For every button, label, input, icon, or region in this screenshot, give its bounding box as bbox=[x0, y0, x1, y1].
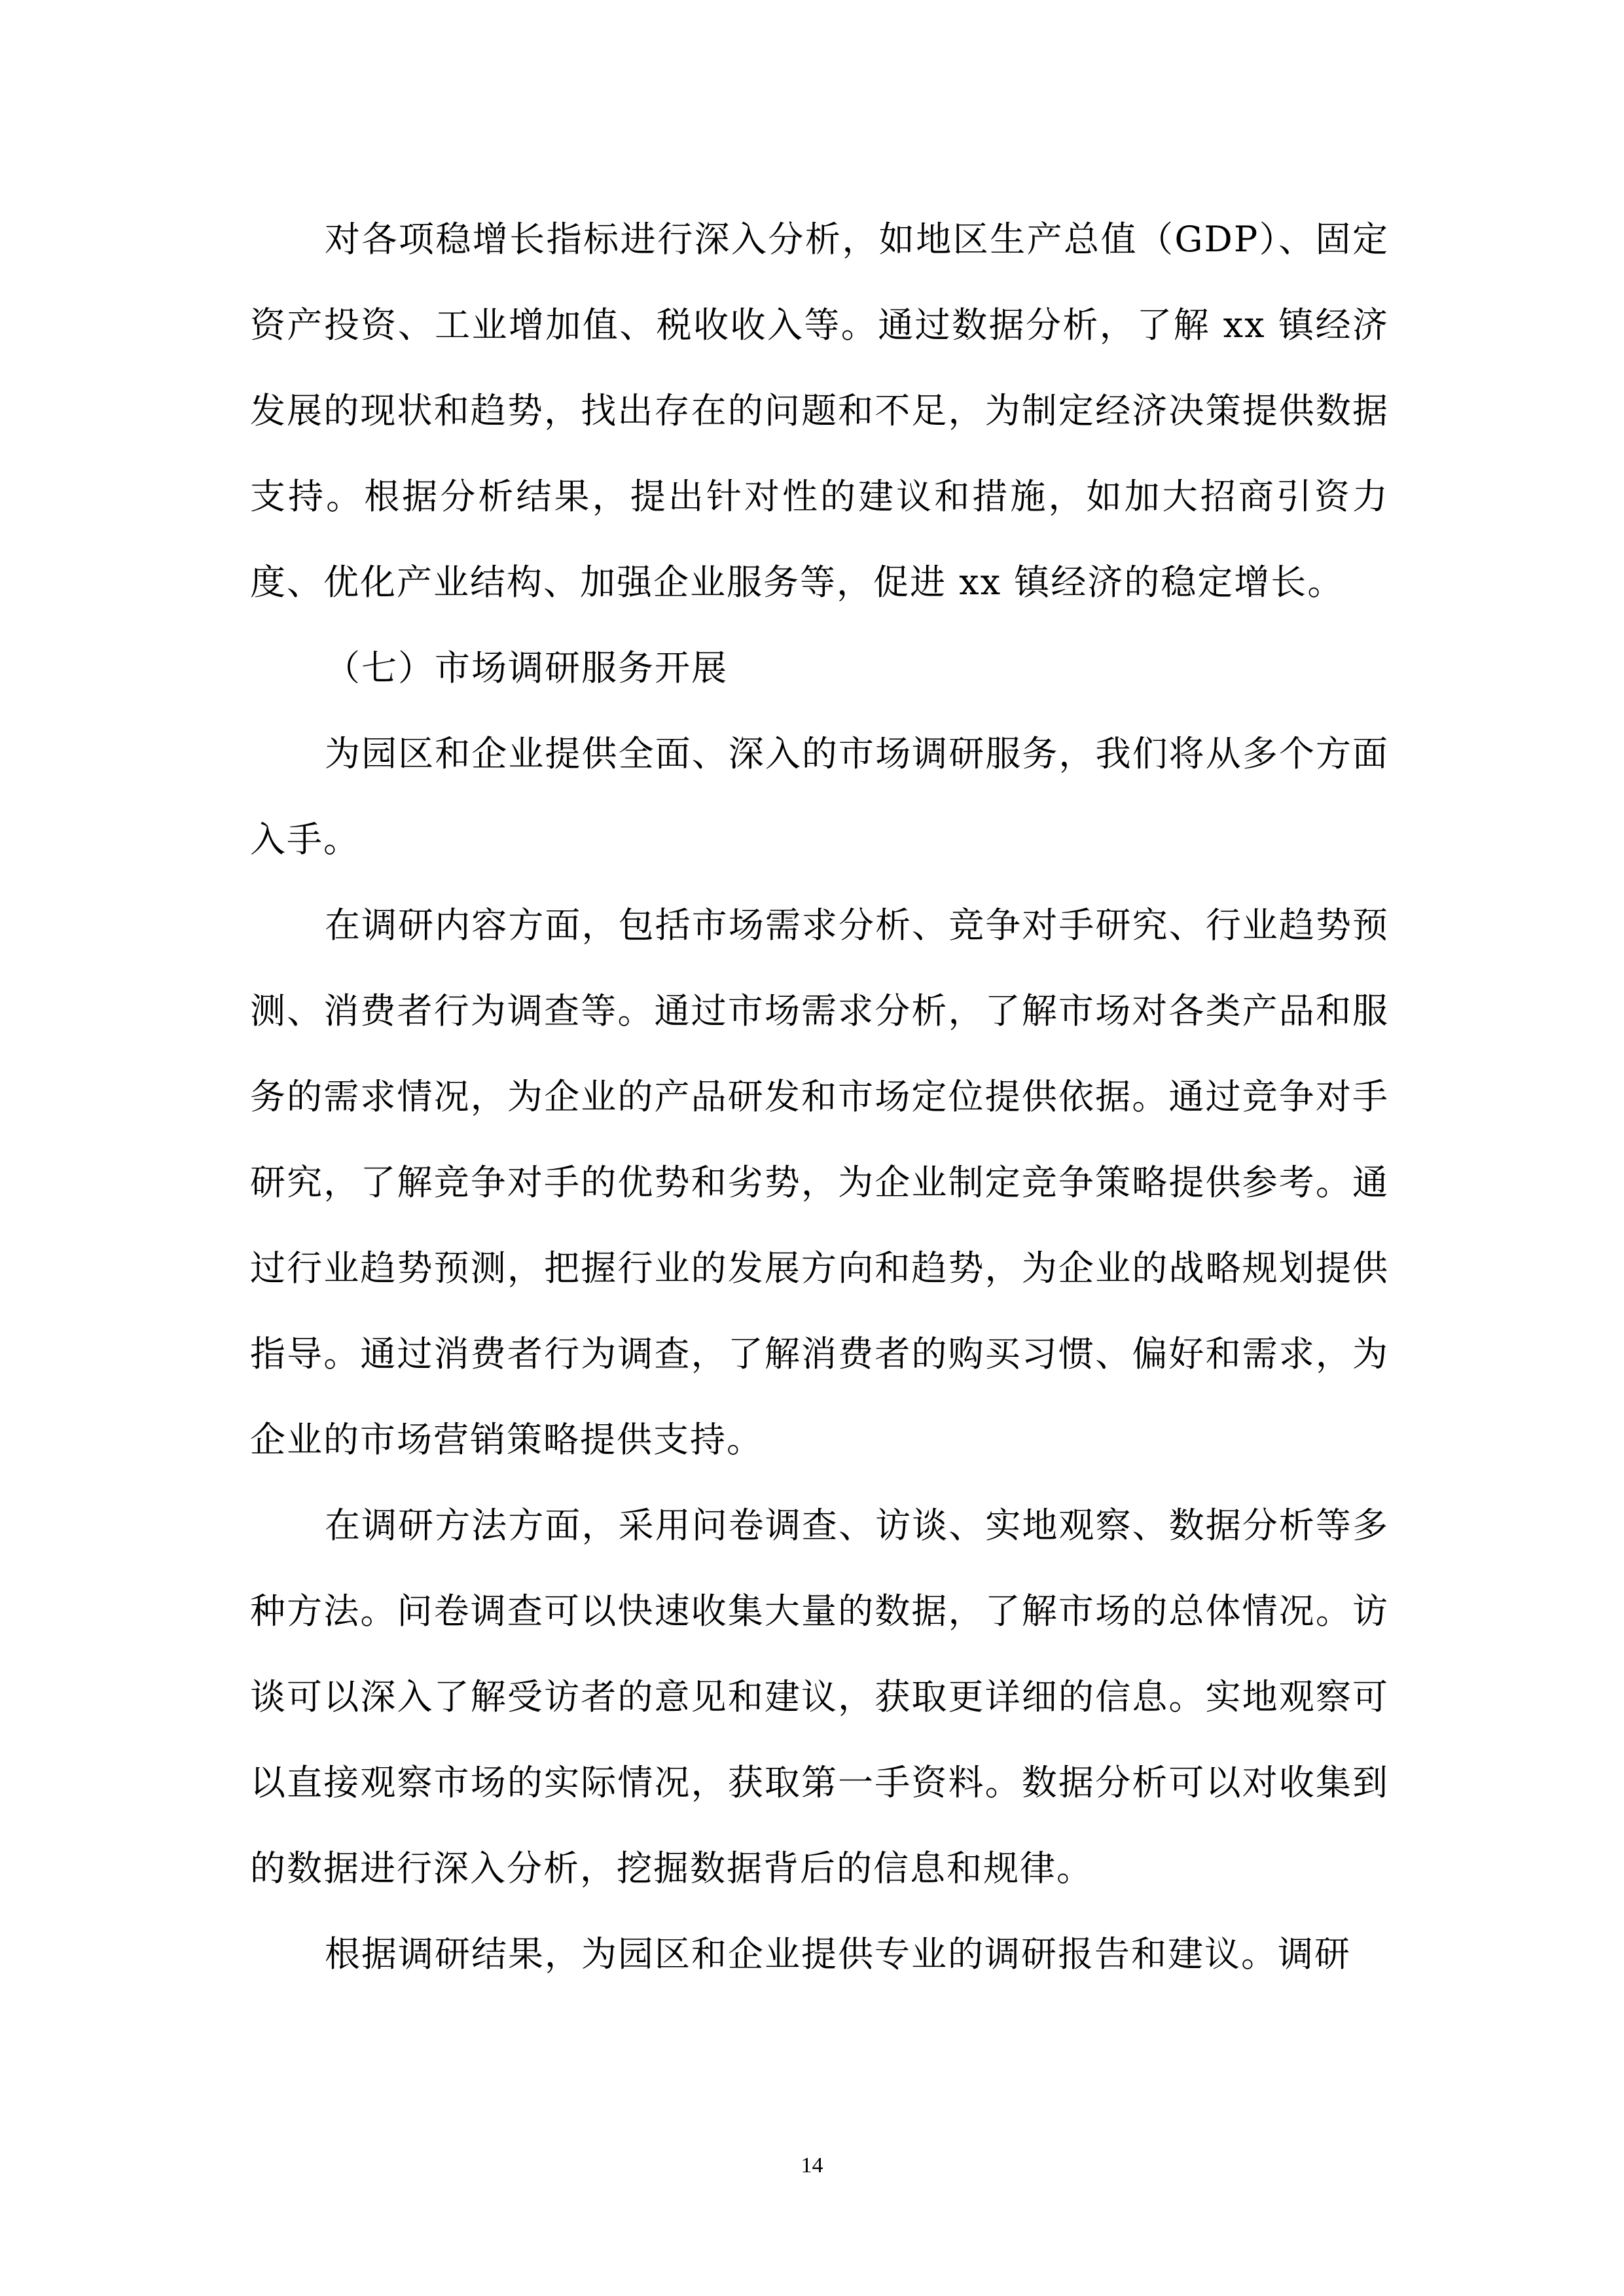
body-text bbox=[250, 196, 1389, 1997]
paragraph-research-results: 根据调研结果，为园区和企业提供专业的调研报告和建议。调研 bbox=[325, 1933, 1351, 1975]
paragraph-growth-indicator-analysis: 对各项稳增长指标进行深入分析，如地区生产总值（GDP）、固定资产投资、工业增加值、税收收入等。通过数据分析，了解 xx 镇经济发展的现状和趋势，找出存在的问题和不足，为制定经济决策提供数据支持。根据分析结果，提出针对性的建议和措施，如加大招商引资力度、优化产业结构、加强企业服务等，促进 xx 镇经济的稳定增长。 bbox=[250, 219, 1389, 603]
paragraph-research-intro: 为园区和企业提供全面、深入的市场调研服务，我们将从多个方面入手。 bbox=[250, 733, 1389, 860]
paragraph-research-methods: 在调研方法方面，采用问卷调查、访谈、实地观察、数据分析等多种方法。问卷调查可以快速收集大量的数据，了解市场的总体情况。访谈可以深入了解受访者的意见和建议，获取更详细的信息。实地观察可以直接观察市场的实际情况，获取第一手资料。数据分析可以对收集到的数据进行深入分析，挖掘数据背后的信息和规律。 bbox=[250, 1505, 1389, 1889]
page-number: 14 bbox=[801, 2153, 823, 2178]
section-heading-market-research: （七）市场调研服务开展 bbox=[325, 647, 728, 689]
paragraph-research-content: 在调研内容方面，包括市场需求分析、竞争对手研究、行业趋势预测、消费者行为调查等。通过市场需求分析，了解市场对各类产品和服务的需求情况，为企业的产品研发和市场定位提供依据。通过竞争对手研究，了解竞争对手的优势和劣势，为企业制定竞争策略提供参考。通过行业趋势预测，把握行业的发展方向和趋势，为企业的战略规划提供指导。通过消费者行为调查，了解消费者的购买习惯、偏好和需求，为企业的市场营销策略提供支持。 bbox=[250, 905, 1389, 1460]
